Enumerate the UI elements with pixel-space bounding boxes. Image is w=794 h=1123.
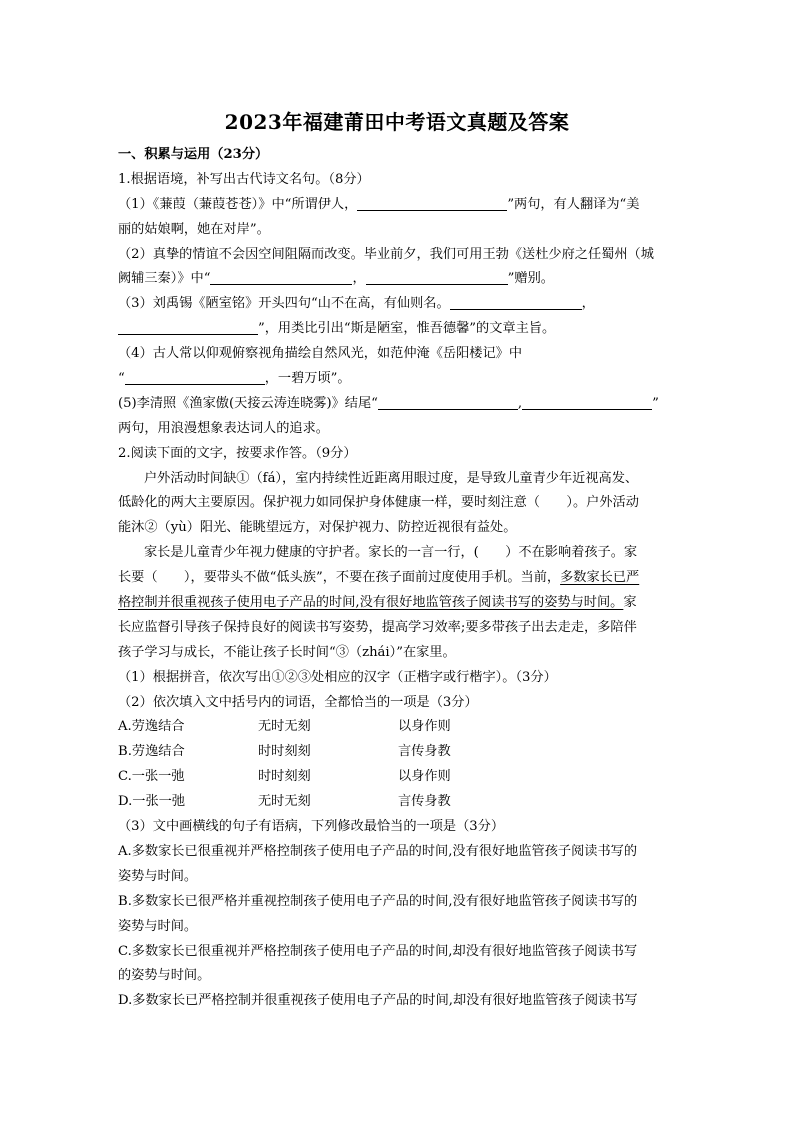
passage-line: 能沐②（yù）阳光、能眺望远方，对保护视力、防控近视很有益处。 xyxy=(118,520,517,536)
answer-blank xyxy=(357,194,507,211)
question-stem: 1.根据语境，补写出古代诗文名句。（8分） xyxy=(118,171,370,187)
q1-item2-line1: （2）真挚的情谊不会因空间阻隔而改变。毕业前夕，我们可用王勃《送杜少府之任蜀州（城 xyxy=(118,246,654,262)
passage-line: 户外活动时间缺①（fá），室内持续性近距离用眼过度，是导致儿童青少年近视高发、 xyxy=(144,470,639,486)
q1-item3-line2: ”，用类比引出“斯是陋室，惟吾德馨”的文章主旨。 xyxy=(118,317,680,342)
passage-line: 格控制并很重视孩子使用电子产品的时间,没有很好地监管孩子阅读书写的姿势与时间。家 xyxy=(118,595,637,611)
answer-blank xyxy=(522,393,652,410)
option-line: B.多数家长已很严格并重视控制孩子使用电子产品的时间,没有很好地监管孩子阅读书写的 xyxy=(118,893,638,909)
option-line: 姿势与时间。 xyxy=(118,918,198,934)
option-row: D.一张一弛 无时无刻 言传身教 xyxy=(118,794,451,810)
section-heading: 一、积累与运用（23分） xyxy=(118,147,269,162)
passage-line: 长应监督引导孩子保持良好的阅读书写姿势，提高学习效率;要多带孩子出去走走，多陪伴 xyxy=(118,619,637,635)
page-title: 2023年福建莆田中考语文真题及答案 xyxy=(224,110,570,134)
option-row: B.劳逸结合 时时刻刻 言传身教 xyxy=(118,744,451,760)
q1-item4-line2: “ ，一碧万顷”。 xyxy=(118,367,680,392)
q1-item5-line1: (5)李清照《渔家傲(天接云涛连晓雾)》结尾“ , ” xyxy=(118,392,680,417)
sub-question: （3）文中画横线的句子有语病，下列修改最恰当的一项是（3分） xyxy=(118,819,505,835)
option-line: D.多数家长已严格控制并很重视孩子使用电子产品的时间,却没有很好地监管孩子阅读书写 xyxy=(118,993,638,1009)
passage-line: 家长是儿童青少年视力健康的守护者。家长的一言一行，( ）不在影响着孩子。家 xyxy=(144,545,638,561)
answer-blank xyxy=(450,293,582,310)
sub-question: （1）根据拼音，依次写出①②③处相应的汉字（正楷字或行楷字）。（3分） xyxy=(118,669,557,685)
q1-item1-line1: （1）《蒹葭（蒹葭苍苍）》中“所谓伊人， ”两句，有人翻译为“美 xyxy=(118,193,680,218)
exam-body xyxy=(118,143,680,1014)
option-line: 的姿势与时间。 xyxy=(118,968,211,984)
passage-line: 低龄化的两大主要原因。保护视力如同保护身体健康一样，要时刻注意（ ）。户外活动 xyxy=(118,495,639,511)
answer-blank xyxy=(125,368,265,385)
passage-line: 长要（ ），要带头不做“低头族”，不要在孩子面前过度使用手机。当前，多数家长已严 xyxy=(118,570,640,586)
answer-blank xyxy=(378,393,518,410)
q1-item4-line1: （4）古人常以仰观俯察视角描绘自然风光，如范仲淹《岳阳楼记》中 xyxy=(118,346,523,362)
answer-blank xyxy=(210,268,352,285)
sub-question: （2）依次填入文中括号内的词语，全都恰当的一项是（3分） xyxy=(118,694,478,710)
q1-item2-line2: 阙辅三秦）》中“ ， ”赠别。 xyxy=(118,267,680,292)
q1-item1-line2: 丽的姑娘啊，她在对岸”。 xyxy=(118,221,270,237)
option-row: C.一张一弛 时时刻刻 以身作则 xyxy=(118,769,451,785)
underlined-sentence: 格控制并很重视孩子使用电子产品的时间,没有很好地监管孩子阅读书写的姿势与时间。 xyxy=(118,595,624,611)
answer-blank xyxy=(366,268,508,285)
underlined-sentence: 多数家长已严 xyxy=(560,570,640,586)
option-line: C.多数家长已很重视并严格控制孩子使用电子产品的时间,却没有很好地监管孩子阅读书写 xyxy=(118,943,638,959)
option-line: 姿势与时间。 xyxy=(118,868,198,884)
q1-item3-line1: （3）刘禹锡《陋室铭》开头四句“山不在高，有仙则名。 ， xyxy=(118,292,680,317)
q1-item5-line2: 两句，用浪漫想象表达词人的追求。 xyxy=(118,420,329,436)
passage-line: 孩子学习与成长，不能让孩子长时间“③（zhái）”在家里。 xyxy=(118,644,456,660)
option-row: A.劳逸结合 无时无刻 以身作则 xyxy=(118,719,451,735)
answer-blank xyxy=(118,318,258,335)
question-stem: 2.阅读下面的文字，按要求作答。（9分） xyxy=(118,445,357,461)
option-line: A.多数家长已很重视并严格控制孩子使用电子产品的时间,没有很好地监管孩子阅读书写的 xyxy=(118,843,638,859)
